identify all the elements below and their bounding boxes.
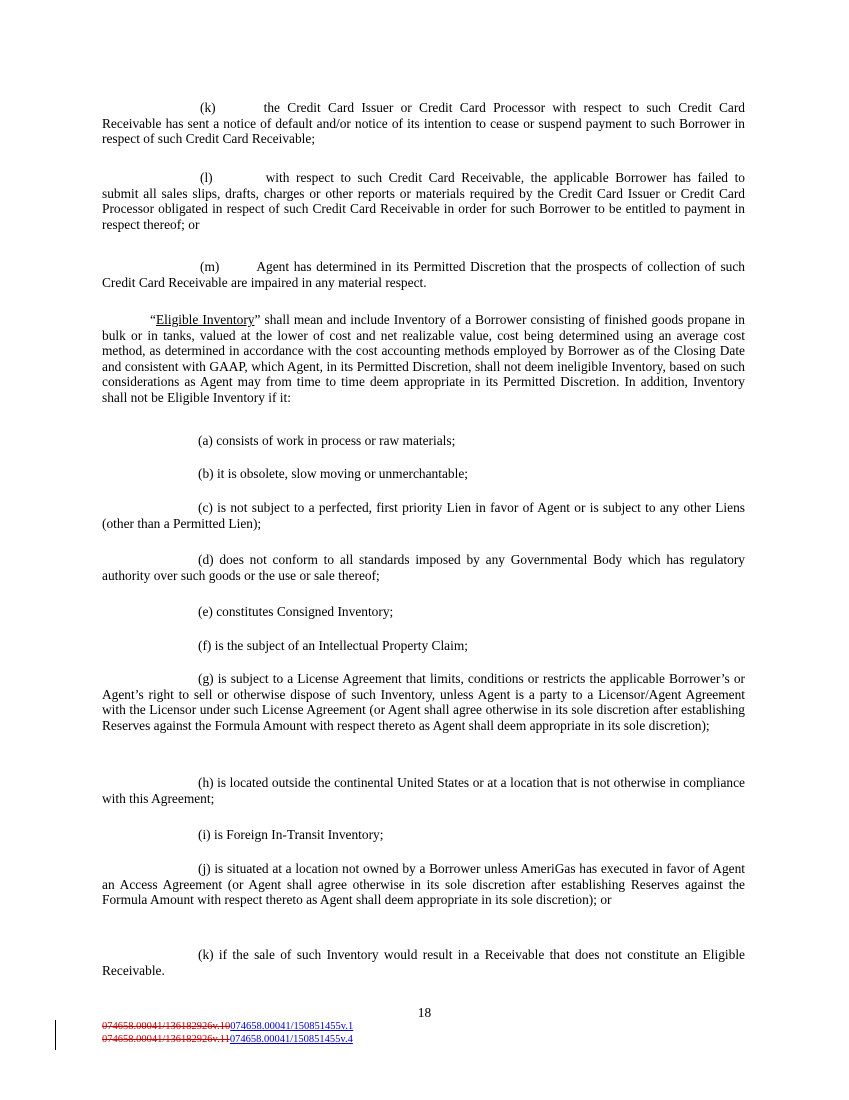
paragraph-marker: (k) [200,100,216,115]
paragraph-l-credit-card [102,170,745,232]
inventory-clause-k: (k) if the sale of such Inventory would result in a Receivable that does not constitute an Eligible Receivable. [102,947,745,978]
inventory-clause-c: (c) is not subject to a perfected, first priority Lien in favor of Agent or is subject to any other Liens (other than a Permitted Lien); [102,500,745,531]
doc-id-line-2 [102,1033,353,1046]
inventory-clause-h: (h) is located outside the continental United States or at a location that is not otherwise in compliance with this Agreement; [102,775,745,806]
deleted-doc-id: 074658.00041/136182926v.11 [102,1034,230,1045]
paragraph-m-credit-card [102,259,745,290]
page-number: 18 [417,1005,432,1020]
inserted-doc-id: 074658.00041/150851455v.1 [230,1021,354,1032]
paragraph-text: with respect to such Credit Card Receivable, the applicable Borrower has failed to submit all sales slips, drafts, charges or other reports or materials required by the Credit Card Issuer or Credit Card Processor obligated in respect of such Credit Card Receivable in order for such Borrower to be entitled to payment in respect thereof; or [102,170,745,232]
defined-term: Eligible Inventory [155,312,255,327]
inventory-clause-b: (b) it is obsolete, slow moving or unmerchantable; [198,466,468,481]
doc-id-line-1 [102,1020,353,1033]
definition-text: ” shall mean and include Inventory of a Borrower consisting of finished goods propane in bulk or in tanks, valued at the lower of cost and net realizable value, cost being determined using an average cost method, as determined in accordance with the cost accounting methods employed by Borrower as of the Closing Date and consistent with GAAP, which Agent, in its Permitted Discretion, shall not deem ineligible Inventory, based on such considerations as Agent may from time to time deem appropriate in its Permitted Discretion. In addition, Inventory shall not be Eligible Inventory if it: [102,312,745,405]
open-quote: “ [150,312,156,327]
inventory-clause-j: (j) is situated at a location not owned by a Borrower unless AmeriGas has executed in favor of Agent an Access Agreement (or Agent shall agree otherwise in its sole discretion after establishing Reserves against the Formula Amount with respect thereto as Agent shall deem appropriate in its sole discretion); or [102,861,745,908]
inserted-doc-id: 074658.00041/150851455v.4 [229,1034,353,1045]
paragraph-text: Agent has determined in its Permitted Discretion that the prospects of collection of such Credit Card Receivable are impaired in any material respect. [102,259,745,290]
inventory-clause-e: (e) constitutes Consigned Inventory; [198,604,394,619]
inventory-clause-d: (d) does not conform to all standards imposed by any Governmental Body which has regulatory authority over such goods or the use or sale thereof; [102,552,745,583]
deleted-doc-id: 074658.00041/136182926v.10 [102,1021,231,1032]
inventory-clause-f: (f) is the subject of an Intellectual Property Claim; [198,638,468,653]
paragraph-text: the Credit Card Issuer or Credit Card Processor with respect to such Credit Card Receivable has sent a notice of default and/or notice of its intention to cease or suspend payment to such Borrower in respect of such Credit Card Receivable; [102,100,745,147]
paragraph-marker: (m) [200,259,220,274]
change-bar [55,1020,56,1050]
inventory-clause-a: (a) consists of work in process or raw materials; [198,433,456,448]
inventory-clause-i: (i) is Foreign In-Transit Inventory; [198,827,384,842]
definition-eligible-inventory [102,312,745,406]
paragraph-marker: (l) [200,170,213,185]
paragraph-k-credit-card [102,100,745,147]
inventory-clause-g: (g) is subject to a License Agreement that limits, conditions or restricts the applicable Borrower’s or Agent’s right to sell or otherwise dispose of such Inventory, unless Agent is a party to a Licensor/Agent Agreement with the Licensor under such License Agreement (or Agent shall agree otherwise in its sole discretion after establishing Reserves against the Formula Amount with respect thereto as Agent shall deem appropriate in its sole discretion); [102,671,745,733]
